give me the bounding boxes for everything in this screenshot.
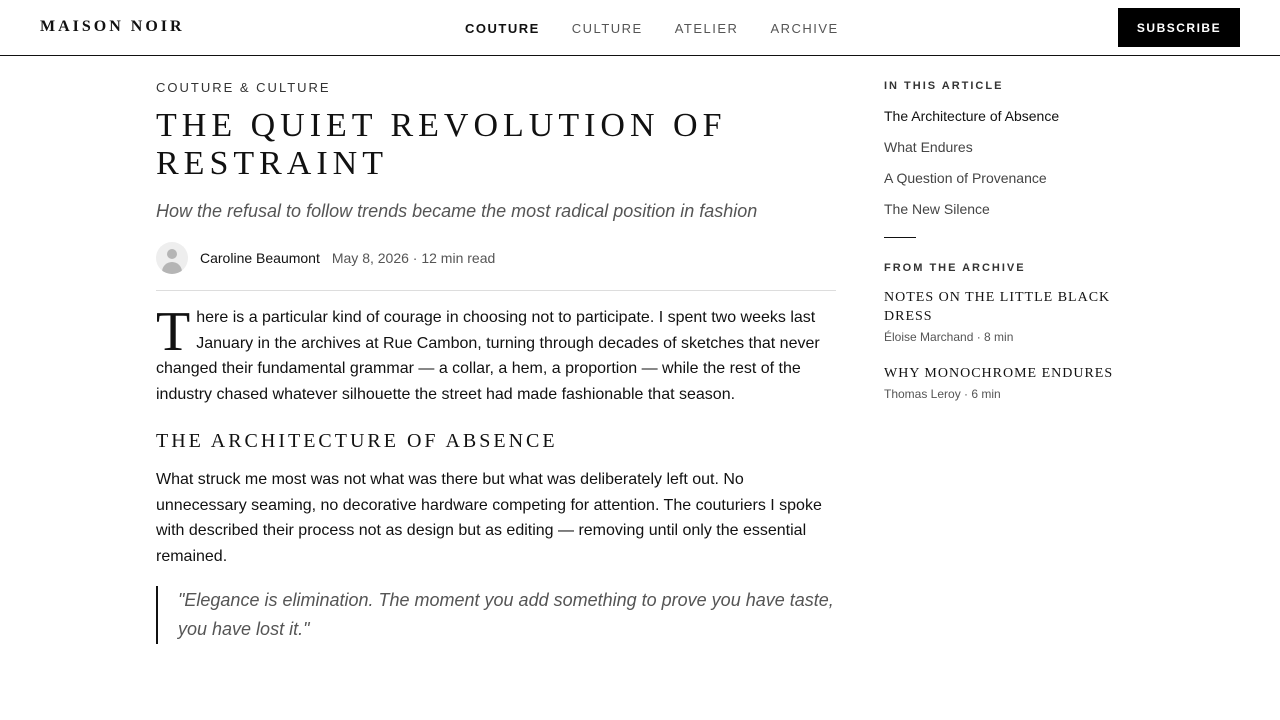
toc-link-question-of-provenance[interactable]: A Question of Provenance xyxy=(884,170,1047,186)
byline xyxy=(156,242,836,274)
sidebar xyxy=(884,80,1144,401)
main-nav xyxy=(465,21,839,36)
toc-link-what-endures[interactable]: What Endures xyxy=(884,139,973,155)
archive-item xyxy=(884,288,1144,344)
article-title: THE QUIET REVOLUTION OF RESTRAINT xyxy=(156,107,727,182)
archive-title-link[interactable]: NOTES ON THE LITTLE BLACK DRESS xyxy=(884,290,1111,324)
archive-title-link[interactable]: WHY MONOCHROME ENDURES xyxy=(884,366,1114,381)
nav-culture[interactable]: CULTURE xyxy=(571,21,643,36)
archive-meta: Thomas Leroy · 6 min xyxy=(884,387,1001,401)
byline-divider xyxy=(156,290,836,291)
archive-meta: Éloise Marchand · 8 min xyxy=(884,330,1014,344)
author-avatar xyxy=(156,242,188,274)
top-bar xyxy=(0,0,1280,56)
table-of-contents xyxy=(884,106,1144,219)
article-kicker: COUTURE & CULTURE xyxy=(156,80,331,95)
avatar-person-icon xyxy=(167,249,177,259)
article-paragraph xyxy=(156,301,836,408)
article-meta: May 8, 2026 · 12 min read xyxy=(331,250,496,266)
article-paragraph: What struck me most was not what was there but what was deliberately left out. No unnecessary seaming, no decorative hardware competing for attention. The couturiers I spoke with described their process not as design but as editing — removing until only the essential remained. xyxy=(156,470,822,565)
sidebar-rule xyxy=(884,237,916,238)
archive-label: FROM THE ARCHIVE xyxy=(884,262,1026,274)
toc-item xyxy=(884,168,1144,188)
toc-link-architecture-of-absence[interactable]: The Architecture of Absence xyxy=(884,108,1060,124)
toc-item xyxy=(884,106,1144,126)
archive-item xyxy=(884,364,1144,401)
toc-link-new-silence[interactable]: The New Silence xyxy=(884,201,990,217)
nav-atelier[interactable]: ATELIER xyxy=(674,21,739,36)
nav-archive[interactable]: ARCHIVE xyxy=(770,21,839,36)
toc-item xyxy=(884,137,1144,157)
toc-label: IN THIS ARTICLE xyxy=(884,80,1004,92)
article-subtitle: How the refusal to follow trends became the most radical position in fashion xyxy=(156,201,758,221)
pull-quote: "Elegance is elimination. The moment you add something to prove you have taste, you have lost it." xyxy=(156,586,836,644)
author-name[interactable]: Caroline Beaumont xyxy=(200,250,320,266)
article xyxy=(156,80,836,644)
subscribe-button[interactable]: SUBSCRIBE xyxy=(1118,8,1240,47)
paragraph-text: here is a particular kind of courage in choosing not to participate. I spent two weeks last January in the archives at Rue Cambon, turning through decades of sketches that never changed their fundamental grammar — a collar, a hem, a proportion — while the rest of the industry chased whatever silhouette the street had made fashionable that season. xyxy=(156,309,820,404)
nav-couture[interactable]: COUTURE xyxy=(465,21,540,36)
brand-logo[interactable]: MAISON NOIR xyxy=(40,18,185,35)
drop-cap: T xyxy=(156,301,191,363)
section-heading: THE ARCHITECTURE OF ABSENCE xyxy=(156,429,558,452)
toc-item xyxy=(884,199,1144,219)
